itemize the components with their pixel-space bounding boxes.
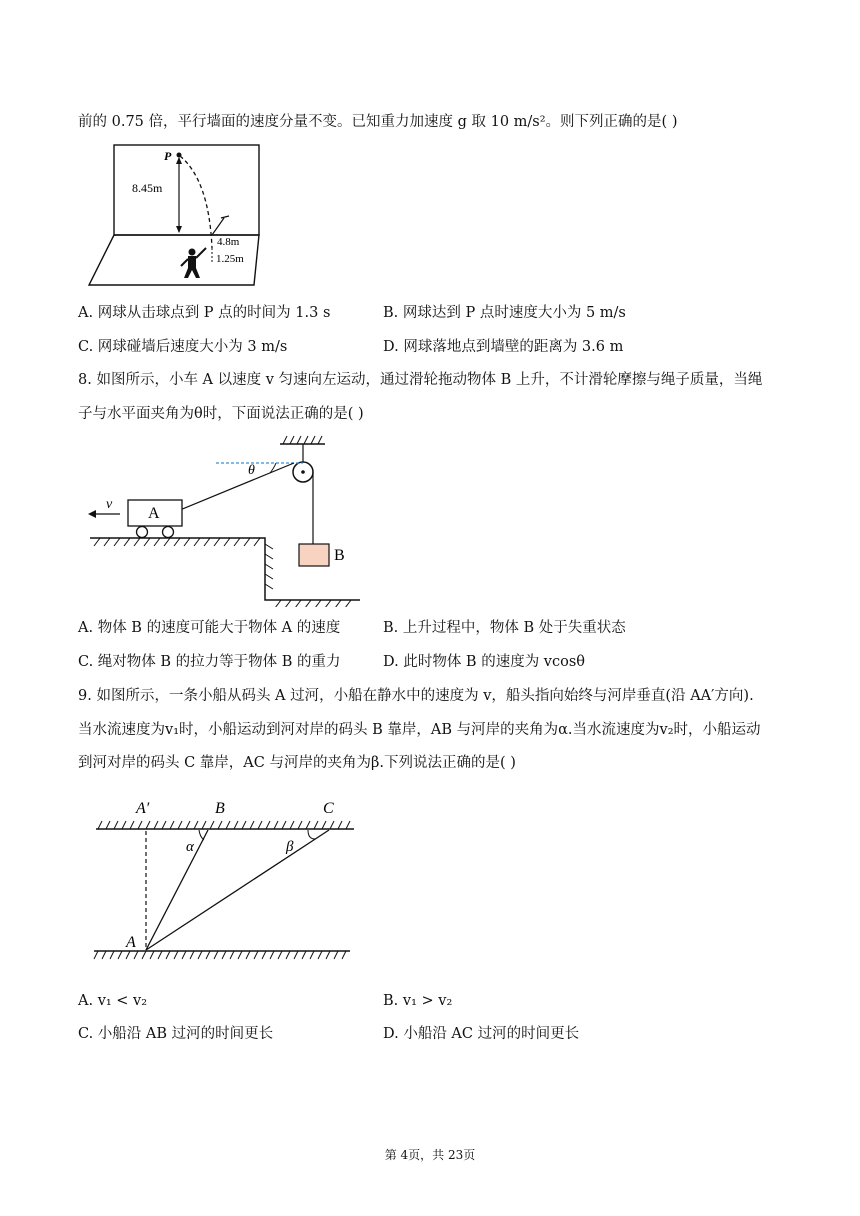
line-ac: [146, 830, 329, 950]
q8-stem-line2: 子与水平面夹角为θ时，下面说法正确的是( ): [78, 406, 364, 422]
q8-stem-line1: 8. 如图所示，小车 A 以速度 v 匀速向左运动，通过滑轮拖动物体 B 上升，不计滑轮摩擦与绳子质量，当绳: [78, 372, 763, 388]
q8-figure: [80, 432, 380, 611]
q8-option-b: B. 上升过程中，物体 B 处于失重状态: [383, 620, 626, 636]
q7-option-c: C. 网球碰墙后速度大小为 3 m/s: [78, 339, 288, 355]
label-a-prime: A′: [136, 800, 150, 817]
label-a: A: [148, 505, 160, 522]
q9-stem-line3: 到河对岸的码头 C 靠岸，AC 与河岸的夹角为β.下列说法正确的是( ): [78, 755, 516, 771]
q9-stem-line1: 9. 如图所示，一条小船从码头 A 过河，小船在静水中的速度为 v，船头指向始终与河岸垂直(沿 AA′方向).: [78, 688, 754, 704]
label-a: A: [126, 934, 136, 951]
line-ab: [146, 830, 208, 950]
q9-stem-line2: 当水流速度为v₁时，小船运动到河对岸的码头 B 靠岸，AB 与河岸的夹角为α.当水流速度为v₂时，小船运动: [78, 722, 761, 738]
q9-option-d: D. 小船沿 AC 过河的时间更长: [383, 1026, 580, 1042]
player-figure: [181, 248, 206, 278]
q7-option-a: A. 网球从击球点到 P 点的时间为 1.3 s: [78, 305, 331, 321]
q7-option-b: B. 网球达到 P 点时速度大小为 5 m/s: [383, 305, 626, 321]
q8-option-c: C. 绳对物体 B 的拉力等于物体 B 的重力: [78, 654, 341, 670]
label-dist2: 1.25m: [216, 253, 244, 265]
q9-option-a: A. v₁ < v₂: [78, 993, 148, 1009]
label-beta: β: [286, 839, 294, 855]
label-b: B: [215, 800, 225, 817]
label-dist1: 4.8m: [217, 236, 240, 248]
label-p: P: [164, 149, 172, 163]
q7-intro-line: 前的 0.75 倍，平行墙面的速度分量不变。已知重力加速度 g 取 10 m/s²。则下列正确的是( ): [78, 114, 678, 130]
trajectory: [180, 156, 212, 248]
label-c: C: [323, 800, 334, 817]
q9-option-c: C. 小船沿 AB 过河的时间更长: [78, 1026, 274, 1042]
label-height: 8.45m: [132, 181, 163, 195]
q9-option-b: B. v₁ > v₂: [383, 993, 453, 1009]
label-v: v: [106, 497, 113, 512]
q7-option-d: D. 网球落地点到墙壁的距离为 3.6 m: [383, 339, 624, 355]
label-b: B: [334, 547, 345, 564]
page-footer: 第 4页，共 23页: [384, 1148, 476, 1162]
q8-option-a: A. 物体 B 的速度可能大于物体 A 的速度: [78, 620, 341, 636]
q7-figure: [84, 140, 274, 294]
q9-figure: [86, 793, 366, 977]
q8-option-d: D. 此时物体 B 的速度为 vcosθ: [383, 654, 586, 670]
block-b: [299, 544, 329, 566]
label-alpha: α: [186, 839, 194, 855]
label-theta: θ: [248, 463, 255, 478]
